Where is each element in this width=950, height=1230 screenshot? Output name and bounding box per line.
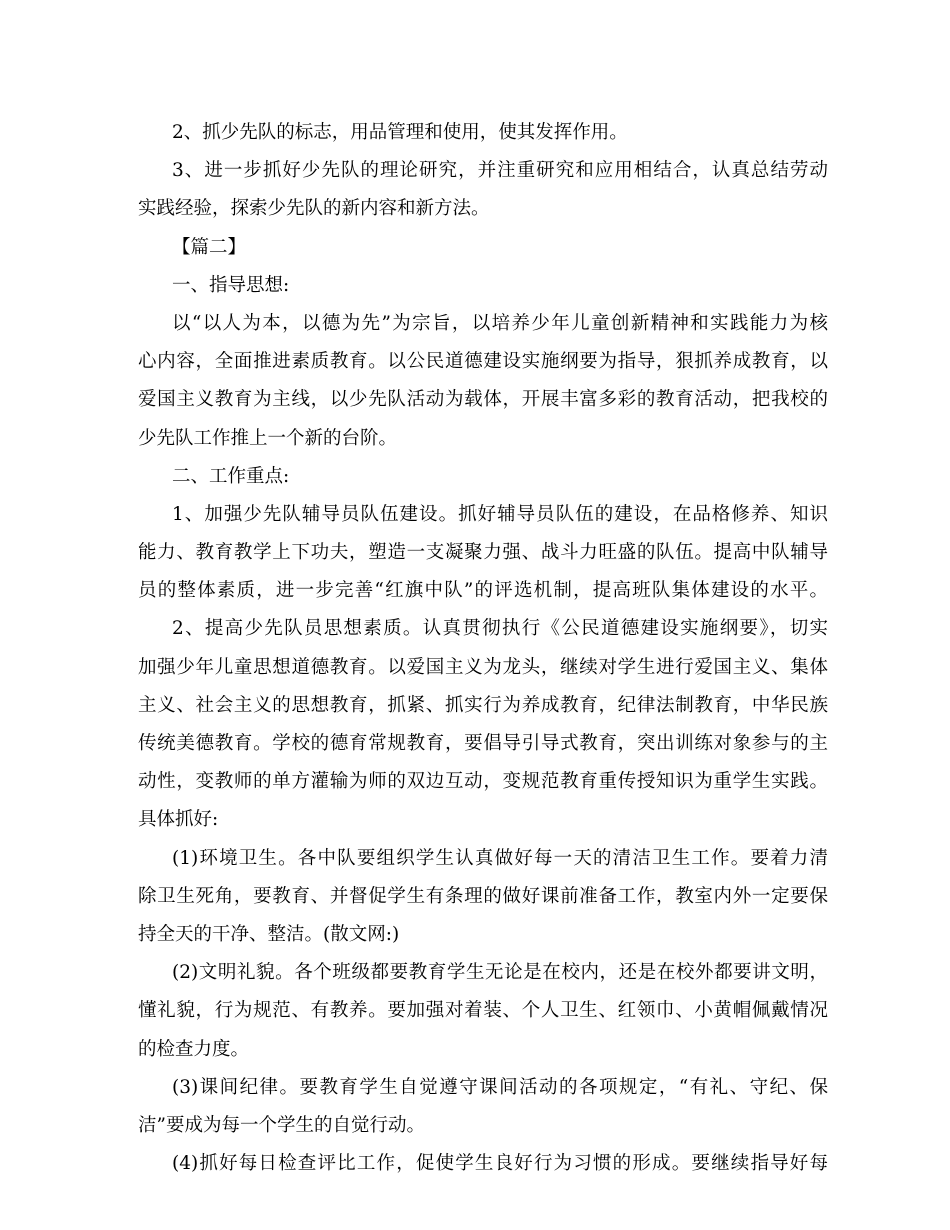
text-line: 洁”要成为每一个学生的自觉行动。 <box>138 1114 425 1136</box>
text-line: 2、抓少先队的标志，用品管理和使用，使其发挥作用。 <box>172 122 628 143</box>
text-line: 的检查力度。 <box>138 1038 250 1060</box>
text-line: (3)课间纪律。要教育学生自觉遵守课间活动的各项规定，“有礼、守纪、保 <box>172 1076 828 1098</box>
text-line: 能力、教育教学上下功夫，塑造一支凝聚力强、战斗力旺盛的队伍。提高中队辅导 <box>138 542 828 564</box>
document-body <box>138 114 828 1183</box>
text-line: (1)环境卫生。各中队要组织学生认真做好每一天的清洁卫生工作。要着力清 <box>172 847 828 869</box>
text-line: 加强少年儿童思想道德教育。以爱国主义为龙头，继续对学生进行爱国主义、集体 <box>138 656 828 678</box>
text-line: 2、提高少先队员思想素质。认真贯彻执行《公民道德建设实施纲要》，切实 <box>172 618 828 640</box>
text-line: 动性，变教师的单方灌输为师的双边互动，变规范教育重传授知识为重学生实践。 <box>138 771 828 793</box>
text-line: (2)文明礼貌。各个班级都要教育学生无论是在校内，还是在校外都要讲文明， <box>172 962 828 984</box>
text-line: 持全天的干净、整洁。(散文网:) <box>138 923 400 945</box>
text-line: 【篇二】 <box>172 236 247 258</box>
text-line: 一、指导思想: <box>172 274 290 296</box>
text-line: 1、加强少先队辅导员队伍建设。抓好辅导员队伍的建设，在品格修养、知识 <box>172 503 828 525</box>
text-line: 心内容，全面推进素质教育。以公民道德建设实施纲要为指导，狠抓养成教育，以 <box>138 351 828 373</box>
text-line: 主义、社会主义的思想教育，抓紧、抓实行为养成教育，纪律法制教育，中华民族 <box>138 694 828 716</box>
text-line: 传统美德教育。学校的德育常规教育，要倡导引导式教育，突出训练对象参与的主 <box>138 733 828 754</box>
text-line: (4)抓好每日检查评比工作，促使学生良好行为习惯的形成。要继续指导好每 <box>172 1153 828 1175</box>
text-line: 除卫生死角，要教育、并督促学生有条理的做好课前准备工作，教室内外一定要保 <box>138 885 828 907</box>
text-line: 懂礼貌，行为规范、有教养。要加强对着装、个人卫生、红领巾、小黄帽佩戴情况 <box>138 1000 828 1022</box>
text-line: 爱国主义教育为主线，以少先队活动为载体，开展丰富多彩的教育活动，把我校的 <box>138 389 828 411</box>
text-line: 以“以人为本，以德为先”为宗旨，以培养少年儿童创新精神和实践能力为核 <box>172 312 828 334</box>
text-line: 具体抓好: <box>138 809 219 831</box>
text-line: 3、进一步抓好少先队的理论研究，并注重研究和应用相结合，认真总结劳动 <box>172 160 828 182</box>
text-line: 实践经验，探索少先队的新内容和新方法。 <box>138 198 490 220</box>
text-line: 少先队工作推上一个新的台阶。 <box>138 427 398 449</box>
text-line: 二、工作重点: <box>172 465 290 487</box>
text-line: 员的整体素质，进一步完善“红旗中队”的评选机制，提高班队集体建设的水平。 <box>138 580 828 602</box>
